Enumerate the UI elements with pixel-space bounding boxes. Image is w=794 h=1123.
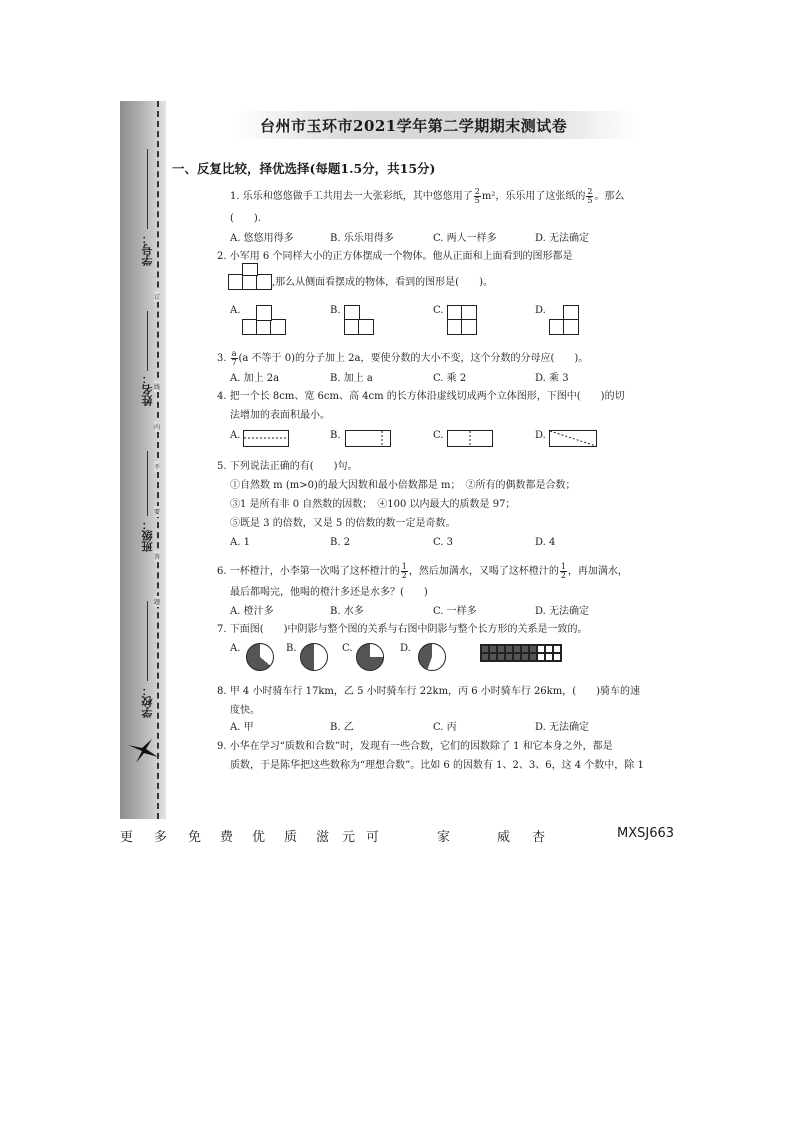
q7-pie-c <box>356 643 384 671</box>
school-label: 学校： <box>141 685 154 718</box>
footer-char: 质 <box>284 830 298 845</box>
q4-label-c[interactable]: C. <box>433 430 444 441</box>
swallow-logo <box>126 737 160 773</box>
q2-label-a[interactable]: A. <box>230 305 241 316</box>
q4-box-b <box>345 430 391 447</box>
q6-line1 <box>217 563 628 580</box>
q4-line2: 法增加的表面积最小。 <box>230 410 330 421</box>
q4-box-d <box>549 430 597 447</box>
footer-char: 杏 <box>532 830 546 845</box>
footer-char: 费 <box>220 830 234 845</box>
q2-label-b[interactable]: B. <box>330 305 341 316</box>
q7-line1: 7. 下面图( )中阴影与整个图的关系与右图中阴影与整个长方形的关系是一致的。 <box>217 624 588 635</box>
q6-frac2-den: 2 <box>560 571 566 580</box>
q7-pie-b <box>300 643 328 671</box>
class-label: 班级： <box>141 519 154 552</box>
q5-statement-3: ⑤既是 3 的倍数，又是 5 的倍数的数一定是奇数。 <box>230 518 456 529</box>
q6-option-d[interactable]: D. 无法确定 <box>535 606 590 617</box>
q6-text-b: ，然后加满水，又喝了这杯橙汁的 <box>408 566 559 577</box>
q7-rect-figure <box>480 644 562 662</box>
q4-box-c <box>447 430 493 447</box>
name-label: 姓名： <box>141 373 154 406</box>
q5-option-c[interactable]: C. 3 <box>433 537 454 548</box>
q6-frac1-den: 2 <box>401 571 407 580</box>
q1-frac2-den: 5 <box>587 196 593 205</box>
margin-char: 内 <box>154 421 160 432</box>
q1-line1 <box>230 188 624 205</box>
q6-frac1-num: 1 <box>401 562 407 571</box>
q5-option-b[interactable]: B. 2 <box>330 537 351 548</box>
q1-option-a[interactable]: A. 悠悠用得多 <box>230 233 294 244</box>
q1-text-a: 1. 乐乐和悠悠做手工共用去一大张彩纸，其中悠悠用了 <box>230 191 473 202</box>
footer-char: 多 <box>154 830 168 845</box>
q8-option-a[interactable]: A. 甲 <box>230 722 254 733</box>
cut-line <box>157 101 159 819</box>
q8-line1: 8. 甲 4 小时骑车行 17km，乙 5 小时骑车行 22km，丙 6 小时骑车行 26km，( )骑车的速 <box>217 686 641 697</box>
q4-label-a[interactable]: A. <box>230 430 241 441</box>
q3-option-d[interactable]: D. 乘 3 <box>535 373 569 384</box>
q7-label-d[interactable]: D. <box>400 643 411 654</box>
student-no-label: 学号： <box>141 233 154 266</box>
q5-statement-2: ③1 是所有非 0 自然数的因数； ④100 以内最大的质数是 97； <box>230 499 516 510</box>
footer-char: 免 <box>188 830 202 845</box>
q8-line2: 度快。 <box>230 705 260 716</box>
q4-label-b[interactable]: B. <box>330 430 341 441</box>
q1-text-b: m²，乐乐用了这张纸的 <box>481 191 586 202</box>
q3-frac-den: 7 <box>231 358 237 367</box>
q7-pie-a <box>246 643 274 671</box>
q5-option-d[interactable]: D. 4 <box>535 537 556 548</box>
q8-option-d[interactable]: D. 无法确定 <box>535 722 590 733</box>
q4-label-d[interactable]: D. <box>535 430 546 441</box>
q2-label-c[interactable]: C. <box>433 305 444 316</box>
q3-option-c[interactable]: C. 乘 2 <box>433 373 467 384</box>
q1-option-c[interactable]: C. 两人一样多 <box>433 233 497 244</box>
margin-char: 订 <box>154 291 160 302</box>
footer-code: MXSJ663 <box>617 826 675 841</box>
q1-frac1-den: 5 <box>474 196 480 205</box>
school-line <box>147 601 148 681</box>
q5-line1: 5. 下列说法正确的有( )句。 <box>217 461 358 472</box>
margin-char: 答 <box>154 551 160 562</box>
exam-sheet <box>120 101 644 819</box>
q3-frac-num: a <box>231 349 237 358</box>
page-title: 台州市玉环市2021学年第二学期期末测试卷 <box>260 117 568 135</box>
q7-label-b[interactable]: B. <box>286 643 297 654</box>
q8-option-c[interactable]: C. 丙 <box>433 722 457 733</box>
q1-frac1-num: 2 <box>474 187 480 196</box>
margin-char: 不 <box>154 461 160 472</box>
q1-frac2-num: 2 <box>587 187 593 196</box>
footer-char: 可 <box>366 830 380 845</box>
q6-frac2 <box>560 563 567 580</box>
q2-line1: 2. 小军用 6 个同样大小的正方体摆成一个物体。他从正面和上面看到的图形都是 <box>217 251 573 262</box>
q6-frac1 <box>401 563 408 580</box>
q6-line2: 最后都喝完，他喝的橙汁多还是水多？( ) <box>230 587 428 598</box>
footer-char: 更 <box>120 830 134 845</box>
q5-statement-1: ①自然数 m (m>0)的最大因数和最小倍数都是 m； ②所有的偶数都是合数； <box>230 480 576 491</box>
q6-option-b[interactable]: B. 水多 <box>330 606 364 617</box>
q6-option-c[interactable]: C. 一样多 <box>433 606 477 617</box>
q7-label-c[interactable]: C. <box>342 643 353 654</box>
q6-option-a[interactable]: A. 橙汁多 <box>230 606 274 617</box>
q3-option-b[interactable]: B. 加上 a <box>330 373 373 384</box>
q3-line1 <box>217 350 588 367</box>
q3-option-a[interactable]: A. 加上 2a <box>230 373 280 384</box>
q1-option-b[interactable]: B. 乐乐用得多 <box>330 233 394 244</box>
q2-line2: ,那么从侧面看摆成的物体，看到的图形是( )。 <box>272 277 493 288</box>
q4-line1: 4. 把一个长 8cm、宽 6cm、高 4cm 的长方体沿虚线切成两个立体图形，下图中( )的切 <box>217 391 625 402</box>
q2-label-d[interactable]: D. <box>535 305 546 316</box>
q4-box-a <box>243 430 289 447</box>
q3-text: (a 不等于 0)的分子加上 2a，要使分数的大小不变，这个分数的分母应( )。 <box>238 353 589 364</box>
margin-char: 线 <box>154 381 160 392</box>
footer-char: 优 <box>252 830 266 845</box>
student-no-line <box>147 149 148 229</box>
q7-label-a[interactable]: A. <box>230 643 241 654</box>
q1-option-d[interactable]: D. 无法确定 <box>535 233 590 244</box>
q8-option-b[interactable]: B. 乙 <box>330 722 354 733</box>
q3-prefix: 3. <box>217 353 227 364</box>
footer-char: 滋 <box>316 830 330 845</box>
q6-text-c: ，再加满水， <box>567 566 628 577</box>
footer-char: 元 <box>342 830 356 845</box>
q1-text-c: 。那么 <box>594 191 625 202</box>
q1-line2: ( ). <box>230 213 261 224</box>
q6-text-a: 6. 一杯橙汁，小李第一次喝了这杯橙汁的 <box>217 566 400 577</box>
section-heading: 一、反复比较，择优选择(每题1.5分，共15分) <box>172 161 436 176</box>
name-line <box>147 311 148 371</box>
q3-frac <box>231 350 238 367</box>
margin-char: 要 <box>154 506 160 517</box>
q5-option-a[interactable]: A. 1 <box>230 537 250 548</box>
q1-frac2 <box>586 188 593 205</box>
class-line <box>147 451 148 516</box>
q7-pie-d <box>418 643 446 671</box>
q9-line1: 9. 小华在学习“质数和合数”时，发现有一些合数，它们的因数除了 1 和它本身之外，都是 <box>217 741 613 752</box>
q6-frac2-num: 1 <box>560 562 566 571</box>
footer-char: 威 <box>497 830 511 845</box>
q1-frac1 <box>474 188 481 205</box>
margin-char: 题 <box>154 596 160 607</box>
q9-line2: 质数，于是陈华把这些数称为“理想合数”。比如 6 的因数有 1、2、3、6，这 4 个数中，除 1 <box>230 760 644 771</box>
footer-char: 家 <box>437 830 451 845</box>
